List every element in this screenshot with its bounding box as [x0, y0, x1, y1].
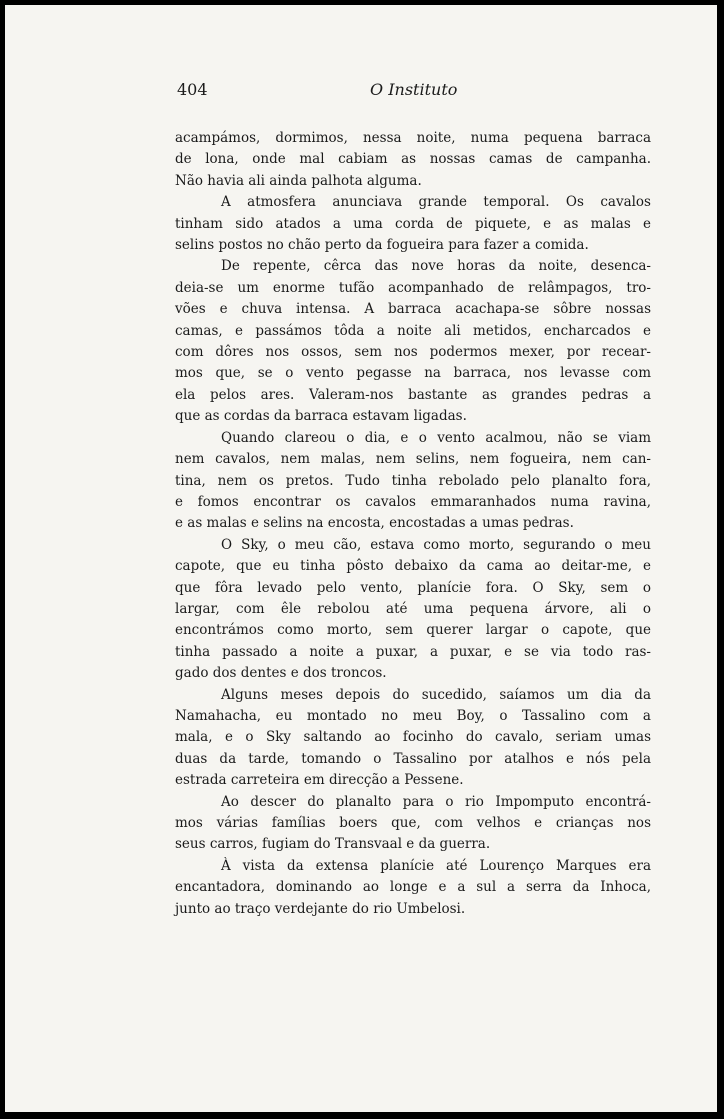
- text-line: mos várias famílias boers que, com velhos e crianças nos: [175, 815, 651, 831]
- text-line: camas, e passámos tôda a noite ali metidos, encharcados e: [175, 322, 651, 339]
- text-line: gado dos dentes e dos troncos.: [175, 665, 387, 682]
- text-line: O Sky, o meu cão, estava como morto, segurando o meu: [221, 536, 651, 553]
- text-line: A atmosfera anunciava grande temporal. Os cavalos: [221, 194, 651, 211]
- text-line: Ao descer do planalto para o rio Impomputo encontrá-: [221, 793, 651, 810]
- running-title: O Instituto: [370, 80, 458, 99]
- text-line: À vista da extensa planície até Lourenço Marques era: [221, 857, 651, 874]
- text-line: Alguns meses depois do sucedido, saíamos um dia da: [221, 686, 651, 703]
- text-line: que as cordas da barraca estavam ligadas.: [175, 408, 467, 425]
- text-line: e as malas e selins na encosta, encostadas a umas pedras.: [175, 515, 574, 532]
- text-line: Não havia ali ainda palhota alguma.: [175, 172, 422, 189]
- text-line: De repente, cêrca das nove horas da noite, desenca-: [221, 258, 651, 275]
- text-line: deia-se um enorme tufão acompanhado de relâmpagos, tro-: [175, 279, 651, 296]
- text-line: Quando clareou o dia, e o vento acalmou, não se viam: [221, 429, 651, 446]
- page-header: [175, 80, 651, 104]
- text-line: de lona, onde mal cabiam as nossas camas de campanha.: [175, 151, 651, 168]
- text-line: Namahacha, eu montado no meu Boy, o Tassalino com a: [175, 707, 651, 724]
- text-line: estrada carreteira em direcção a Pessene.: [175, 772, 464, 789]
- text-line: tinha passado a noite a puxar, a puxar, e se via todo ras-: [175, 643, 651, 660]
- text-line: selins postos no chão perto da fogueira para fazer a comida.: [175, 237, 589, 254]
- text-line: duas da tarde, tomando o Tassalino por atalhos e nós pela: [175, 750, 651, 767]
- text-line: seus carros, fugiam do Transvaal e da guerra.: [175, 836, 491, 853]
- text-line: mala, e o Sky saltando ao focinho do cavalo, seriam umas: [175, 729, 651, 746]
- text-line: encontrámos como morto, sem querer largar o capote, que: [175, 622, 651, 639]
- text-line: encantadora, dominando ao longe e a sul a serra da Inhoca,: [175, 879, 651, 896]
- text-line: nem cavalos, nem malas, nem selins, nem fogueira, nem can-: [175, 451, 651, 468]
- text-line: capote, que eu tinha pôsto debaixo da cama ao deitar-me, e: [175, 558, 651, 575]
- text-line: que fôra levado pelo vento, planície fora. O Sky, sem o: [175, 579, 651, 596]
- text-line: acampámos, dormimos, nessa noite, numa pequena barraca: [175, 130, 651, 146]
- text-line: vões e chuva intensa. A barraca acachapa-se sôbre nossas: [175, 301, 651, 318]
- page-number: 404: [177, 80, 208, 99]
- body-text: [175, 128, 651, 920]
- text-line: ela pelos ares. Valeram-nos bastante as grandes pedras a: [175, 386, 651, 403]
- book-page: [5, 5, 717, 1112]
- text-line: e fomos encontrar os cavalos emmaranhados numa ravina,: [175, 493, 651, 510]
- text-line: largar, com êle rebolou até uma pequena árvore, ali o: [175, 600, 651, 617]
- text-line: junto ao traço verdejante do rio Umbelosi.: [175, 900, 466, 917]
- text-line: tina, nem os pretos. Tudo tinha rebolado pelo planalto fora,: [175, 472, 651, 489]
- text-line: mos que, se o vento pegasse na barraca, nos levasse com: [175, 365, 651, 382]
- text-line: tinham sido atados a uma corda de piquete, e as malas e: [175, 215, 651, 232]
- text-line: com dôres nos ossos, sem nos podermos mexer, por recear-: [175, 344, 651, 361]
